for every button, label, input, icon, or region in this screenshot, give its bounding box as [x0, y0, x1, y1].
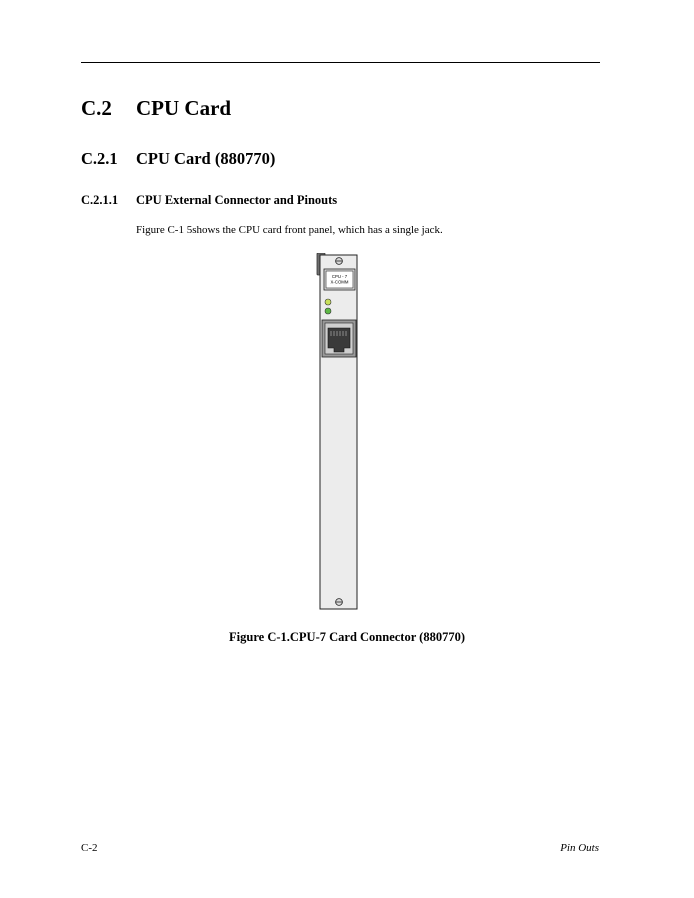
section-number: C.2 [81, 96, 112, 120]
bottom-screw-icon [336, 599, 343, 606]
rj45-jack-icon [322, 320, 356, 357]
footer-chapter: Pin Outs [560, 842, 599, 854]
cpu-card-front-panel [314, 253, 364, 611]
card-label-line1: CPU - 7 [331, 274, 348, 279]
figure-caption: Figure C-1.CPU-7 Card Connector (880770) [229, 630, 465, 644]
panel-body [320, 255, 357, 609]
subsubsection-number: C.2.1.1 [81, 193, 119, 207]
top-screw-icon [336, 258, 343, 265]
body-paragraph: Figure C-1 5shows the CPU card front panel, which has a single jack. [136, 224, 443, 236]
subsection-title: CPU Card (880770) [136, 149, 276, 168]
card-label-line2: X-COMM [330, 279, 349, 285]
footer-page-number: C-2 [81, 842, 98, 854]
subsubsection-title: CPU External Connector and Pinouts [136, 193, 338, 207]
subsection-number: C.2.1 [81, 149, 118, 168]
header-rule [81, 62, 600, 63]
status-led-bottom [325, 308, 331, 314]
cpu-card-figure [314, 253, 364, 611]
status-led-top [325, 299, 331, 305]
section-title: CPU Card [136, 96, 232, 120]
